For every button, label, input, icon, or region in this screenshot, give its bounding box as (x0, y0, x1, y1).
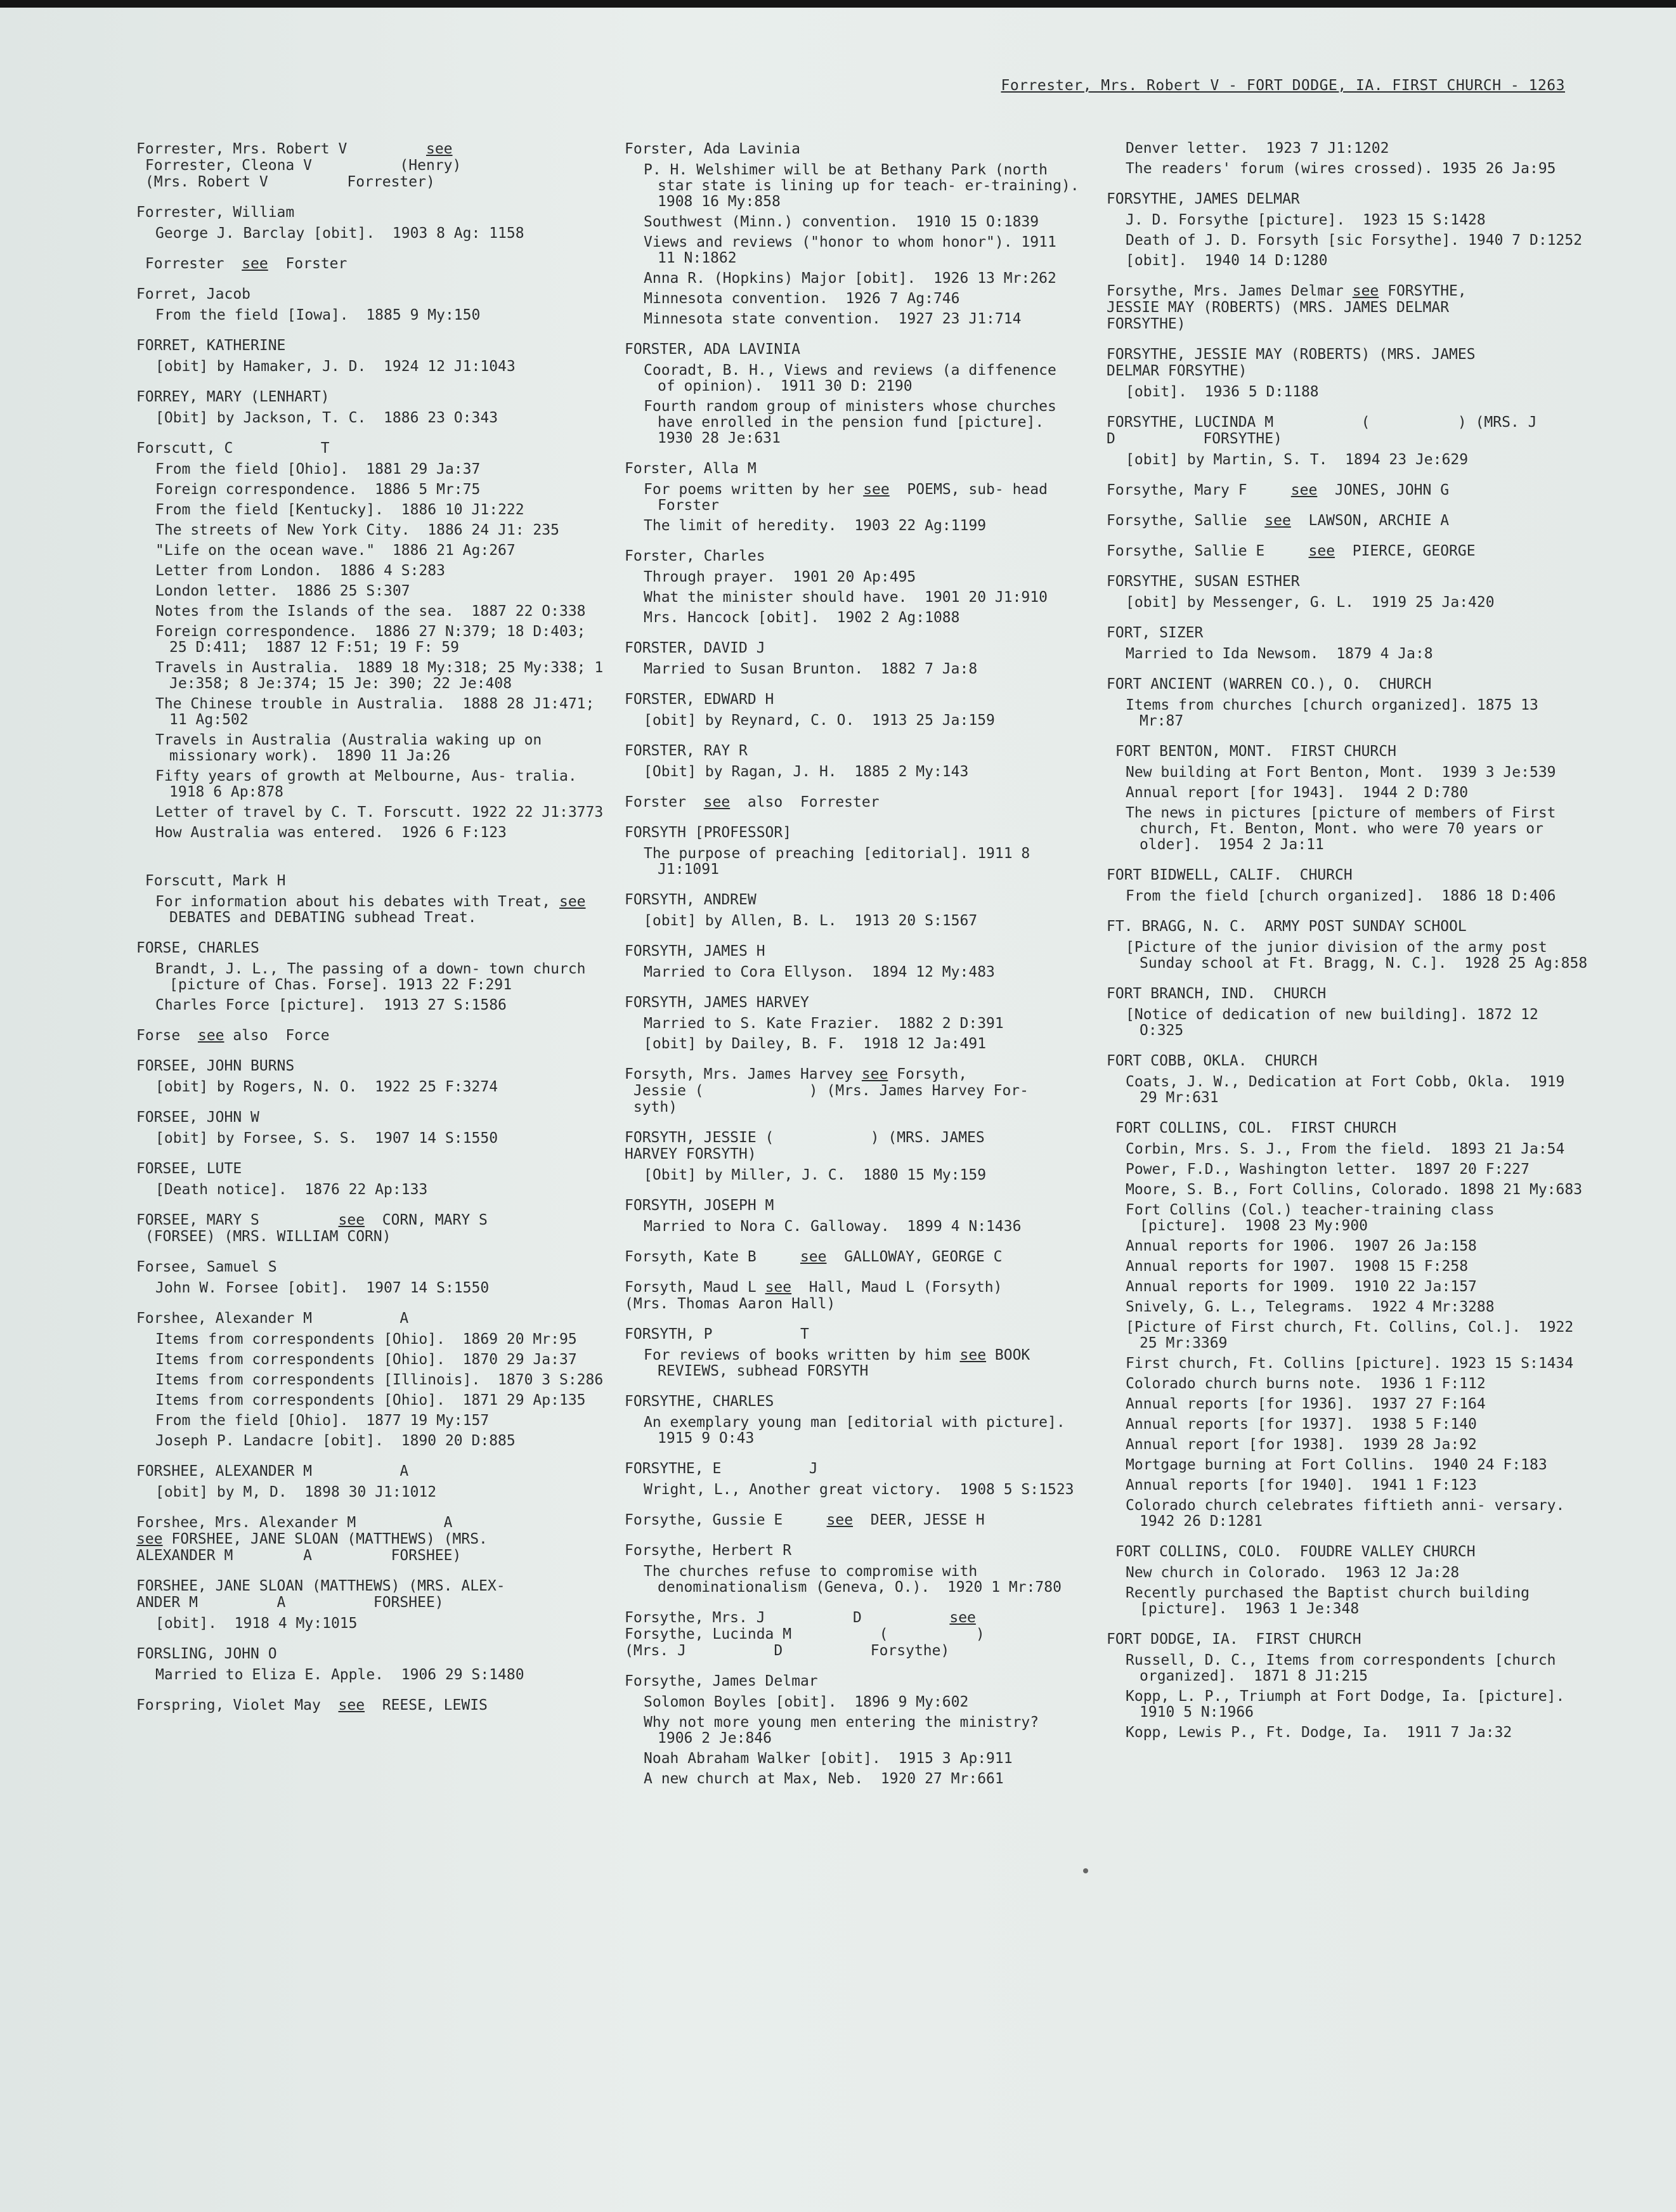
entry-citation: New building at Fort Benton, Mont. 1939 3 Je:539 (1126, 764, 1556, 781)
entry-citation: The limit of heredity. 1903 22 Ag:1199 (644, 517, 987, 534)
entry-heading: FORSYTHE, JESSIE MAY (ROBERTS) (MRS. JAMES DELMAR FORSYTHE) (1107, 346, 1476, 379)
index-entry (136, 940, 609, 1013)
index-entry (625, 1249, 1081, 1265)
index-entry (625, 341, 1081, 446)
entry-citation: Through prayer. 1901 20 Ap:495 (644, 569, 916, 585)
index-entry (1107, 573, 1588, 611)
entry-heading: FORT DODGE, IA. FIRST CHURCH (1107, 1631, 1361, 1648)
entry-citation: [Obit] by Ragan, J. H. 1885 2 My:143 (644, 764, 969, 780)
index-entry (1107, 191, 1588, 269)
entry-heading: FORT BIDWELL, CALIF. CHURCH (1107, 867, 1353, 883)
entry-citation: [Obit] by Miller, J. C. 1880 15 My:159 (644, 1167, 987, 1183)
index-entry (625, 892, 1081, 929)
entry-heading: Forsythe, Sallie E see PIERCE, GEORGE (1107, 543, 1476, 559)
entry-heading: FORT COBB, OKLA. CHURCH (1107, 1053, 1318, 1069)
index-entry (625, 1461, 1081, 1498)
index-entry (136, 1463, 609, 1500)
entry-heading: Forret, Jacob (136, 286, 251, 303)
entry-heading: Forster see also Forrester (625, 794, 880, 810)
see-reference: see (338, 1697, 365, 1714)
entry-citation: George J. Barclay [obit]. 1903 8 Ag: 1158 (155, 225, 524, 242)
entry-citation: From the field [Ohio]. 1881 29 Ja:37 (155, 461, 481, 478)
entry-citation: The Chinese trouble in Australia. 1888 28 J1:471; 11 Ag:502 (155, 696, 604, 728)
index-entry (136, 1109, 609, 1147)
index-entry (136, 1578, 609, 1632)
entry-citation: [obit] by Dailey, B. F. 1918 12 Ja:491 (644, 1036, 987, 1052)
entry-citation: [obit] by Reynard, C. O. 1913 25 Ja:159 (644, 712, 995, 729)
index-entry (1107, 1544, 1588, 1617)
entry-heading: FORSTER, EDWARD H (625, 691, 774, 708)
entry-citation: Solomon Boyles [obit]. 1896 9 My:602 (644, 1694, 969, 1710)
entry-heading: FORSYTH, P T (625, 1326, 809, 1343)
entry-citation: From the field [Ohio]. 1877 19 My:157 (155, 1412, 490, 1429)
index-entry (136, 204, 609, 242)
entry-heading: Forsythe, Gussie E see DEER, JESSE H (625, 1512, 985, 1528)
entry-citation: Why not more young men entering the ministry? 1906 2 Je:846 (644, 1714, 1056, 1747)
entry-heading: FORSEE, MARY S see CORN, MARY S (FORSEE) (MRS. WILLIAM CORN) (136, 1212, 488, 1245)
entry-citation: For reviews of books written by him see BOOK REVIEWS, subhead FORSYTH (644, 1347, 1039, 1379)
index-entry (1107, 1631, 1588, 1741)
index-entry (625, 1542, 1081, 1596)
entry-heading: FORT BENTON, MONT. FIRST CHURCH (1107, 743, 1396, 760)
entry-citation: [obit] by M, D. 1898 30 J1:1012 (155, 1484, 437, 1500)
index-entry (1107, 543, 1588, 559)
entry-citation: What the minister should have. 1901 20 J1:910 (644, 589, 1048, 606)
entry-citation: First church, Ft. Collins [picture]. 1923 15 S:1434 (1126, 1355, 1574, 1372)
running-head: Forrester, Mrs. Robert V - FORT DODGE, IA. FIRST CHURCH - 1263 (1001, 77, 1565, 94)
entry-citation: The news in pictures [picture of members of First church, Ft. Benton, Mont. who were 70 years or older]. 1954 2 Ja:11 (1126, 805, 1565, 853)
index-entry (625, 943, 1081, 980)
index-entry (1107, 625, 1588, 662)
index-entry (1107, 414, 1588, 468)
entry-citation: Travels in Australia. 1889 18 My:318; 25 My:338; 1 Je:358; 8 Je:374; 15 Je: 390; 22 Je:408 (155, 660, 613, 692)
entry-citation: Travels in Australia (Australia waking up on missionary work). 1890 11 Ja:26 (155, 732, 551, 764)
entry-citation: Colorado church celebrates fiftieth anni- versary. 1942 26 D:1281 (1126, 1497, 1583, 1530)
entry-citation: Annual reports for 1909. 1910 22 Ja:157 (1126, 1278, 1477, 1295)
entry-citation: [obit]. 1940 14 D:1280 (1126, 252, 1328, 269)
entry-heading: FT. BRAGG, N. C. ARMY POST SUNDAY SCHOOL (1107, 918, 1467, 935)
entry-citation: The readers' forum (wires crossed). 1935 26 Ja:95 (1126, 160, 1556, 177)
entry-heading: Forsythe, Mrs. James Delmar see FORSYTHE, JESSIE MAY (ROBERTS) (MRS. JAMES DELMAR FORSYTHE) (1107, 283, 1467, 332)
entry-citation: Denver letter. 1923 7 J1:1202 (1126, 140, 1389, 157)
entry-citation: Power, F.D., Washington letter. 1897 20 F:227 (1126, 1161, 1530, 1178)
index-entry (625, 1129, 1081, 1183)
entry-citation: Annual reports [for 1940]. 1941 1 F:123 (1126, 1477, 1477, 1493)
index-entry (625, 141, 1097, 327)
see-reference: see (949, 1610, 976, 1626)
entry-citation: Colorado church burns note. 1936 1 F:112 (1126, 1376, 1486, 1392)
entry-citation: Snively, G. L., Telegrams. 1922 4 Mr:3288 (1126, 1299, 1495, 1315)
index-entry (1107, 1120, 1588, 1530)
entry-citation: [obit]. 1918 4 My:1015 (155, 1615, 358, 1632)
entry-citation: Anna R. (Hopkins) Major [obit]. 1926 13 Mr:262 (644, 270, 1056, 287)
entry-citation: [obit] by Hamaker, J. D. 1924 12 J1:1043 (155, 358, 516, 375)
entry-citation: From the field [Kentucky]. 1886 10 J1:222 (155, 502, 524, 518)
entry-citation: Death of J. D. Forsyth [sic Forsythe]. 1940 7 D:1252 (1126, 232, 1583, 249)
index-entry (1107, 512, 1588, 529)
index-entry (625, 743, 1081, 780)
entry-citation: Married to Nora C. Galloway. 1899 4 N:1436 (644, 1218, 1022, 1235)
see-reference: see (826, 1512, 854, 1528)
entry-heading: FORSTER, DAVID J (625, 640, 765, 656)
index-entry (1107, 743, 1588, 853)
page-top-edge (0, 0, 1676, 8)
entry-citation: [Obit] by Jackson, T. C. 1886 23 O:343 (155, 410, 498, 426)
entry-heading: FORSYTH, JESSIE ( ) (MRS. JAMES HARVEY FORSYTH) (625, 1129, 985, 1162)
index-entry (136, 141, 609, 190)
entry-heading: Forscutt, C T (136, 440, 330, 457)
entry-citation: Views and reviews ("honor to whom honor"). 1911 11 N:1862 (644, 234, 1065, 266)
entry-citation: The streets of New York City. 1886 24 J1: 235 (155, 522, 559, 538)
entry-heading: FORT COLLINS, COL. FIRST CHURCH (1107, 1120, 1396, 1136)
entry-heading: FORSTER, ADA LAVINIA (625, 341, 800, 358)
entry-citation: [obit] by Rogers, N. O. 1922 25 F:3274 (155, 1079, 498, 1095)
entry-citation: Fifty years of growth at Melbourne, Aus- tralia. 1918 6 Ap:878 (155, 768, 595, 800)
entry-citation: Joseph P. Landacre [obit]. 1890 20 D:885 (155, 1433, 516, 1449)
index-entry (1107, 482, 1588, 498)
entry-citation: [Notice of dedication of new building]. 1872 12 O:325 (1126, 1006, 1547, 1039)
entry-heading: FORREY, MARY (LENHART) (136, 389, 330, 405)
index-entry (136, 389, 609, 426)
entry-citation: Items from correspondents [Illinois]. 1870 3 S:286 (155, 1372, 604, 1388)
index-entry (1107, 283, 1588, 332)
entry-citation: [obit] by Messenger, G. L. 1919 25 Ja:420 (1126, 594, 1495, 611)
see-reference: see (800, 1249, 827, 1265)
entry-heading: Forsythe, Mary F see JONES, JOHN G (1107, 482, 1450, 498)
entry-citation: Cooradt, B. H., Views and reviews (a diffenence of opinion). 1911 30 D: 2190 (644, 362, 1065, 394)
index-entry (136, 440, 613, 841)
entry-heading: Forshee, Mrs. Alexander M A see FORSHEE, JANE SLOAN (MATTHEWS) (MRS. ALEXANDER M A FORSHEE) (136, 1514, 488, 1564)
index-entry (625, 824, 1081, 878)
index-entry (625, 1197, 1081, 1235)
index-entry (625, 691, 1081, 729)
see-reference: see (425, 141, 453, 157)
entry-citation: Items from correspondents [Ohio]. 1870 29 Ja:37 (155, 1351, 577, 1368)
entry-citation: Moore, S. B., Fort Collins, Colorado. 1898 21 My:683 (1126, 1181, 1583, 1198)
index-entry (1107, 141, 1588, 177)
entry-heading: FORSYTHE, LUCINDA M ( ) (MRS. J D FORSYTHE) (1107, 414, 1537, 447)
entry-citation: [obit] by Allen, B. L. 1913 20 S:1567 (644, 913, 978, 929)
entry-heading: FORSE, CHARLES (136, 940, 259, 956)
entry-citation: Mrs. Hancock [obit]. 1902 2 Ag:1088 (644, 609, 960, 626)
index-entry (1107, 676, 1588, 729)
entry-heading: FORSYTH, JOSEPH M (625, 1197, 774, 1214)
entry-citation: Coats, J. W., Dedication at Fort Cobb, Okla. 1919 29 Mr:631 (1126, 1074, 1574, 1106)
entry-heading: FORSEE, JOHN BURNS (136, 1058, 295, 1074)
entry-heading: FORSYTH, JAMES HARVEY (625, 994, 809, 1011)
see-reference: see (1352, 283, 1379, 299)
entry-citation: [Death notice]. 1876 22 Ap:133 (155, 1181, 428, 1198)
see-reference: see (959, 1347, 987, 1363)
entry-citation: Corbin, Mrs. S. J., From the field. 1893 21 Ja:54 (1126, 1141, 1565, 1157)
stray-mark (1083, 1868, 1088, 1873)
index-entry (625, 1326, 1081, 1379)
entry-citation: [obit] by Martin, S. T. 1894 23 Je:629 (1126, 452, 1469, 468)
index-entry (625, 548, 1081, 626)
entry-citation: John W. Forsee [obit]. 1907 14 S:1550 (155, 1280, 490, 1296)
entry-citation: Brandt, J. L., The passing of a down- town church [picture of Chas. Forse]. 1913 22 F:291 (155, 961, 595, 993)
entry-citation: Wright, L., Another great victory. 1908 5 S:1523 (644, 1481, 1074, 1498)
see-reference: see (197, 1027, 224, 1044)
entry-citation: Annual reports for 1906. 1907 26 Ja:158 (1126, 1238, 1477, 1254)
entry-citation: Annual report [for 1938]. 1939 28 Ja:92 (1126, 1436, 1477, 1453)
entry-citation: Annual reports [for 1936]. 1937 27 F:164 (1126, 1396, 1486, 1412)
entry-citation: Recently purchased the Baptist church building [picture]. 1963 1 Je:348 (1126, 1585, 1538, 1617)
index-entry (625, 1610, 1081, 1659)
entry-heading: FORT ANCIENT (WARREN CO.), O. CHURCH (1107, 676, 1432, 693)
entry-heading: FORSYTH [PROFESSOR] (625, 824, 792, 841)
see-reference: see (136, 1531, 163, 1547)
entry-heading: FORSEE, LUTE (136, 1161, 242, 1177)
entry-citation: Married to Cora Ellyson. 1894 12 My:483 (644, 964, 995, 980)
entry-citation: Minnesota state convention. 1927 23 J1:714 (644, 311, 1022, 327)
entry-citation: Annual reports for 1907. 1908 15 F:258 (1126, 1258, 1469, 1275)
index-entry (136, 1514, 609, 1564)
index-column-1 (136, 141, 613, 1727)
index-entry (136, 1310, 609, 1449)
entry-heading: Forsyth, Maud L see Hall, Maud L (Forsyth) (Mrs. Thomas Aaron Hall) (625, 1279, 1003, 1312)
index-entry (625, 640, 1081, 677)
entry-citation: [Picture of the junior division of the army post Sunday school at Ft. Bragg, N. C.]. 1928 25 Ag:858 (1126, 939, 1588, 972)
entry-heading: FORSYTHE, E J (625, 1461, 818, 1477)
entry-citation: Russell, D. C., Items from correspondents [church organized]. 1871 8 J1:215 (1126, 1652, 1565, 1684)
entry-citation: [obit] by Forsee, S. S. 1907 14 S:1550 (155, 1130, 498, 1147)
entry-citation: London letter. 1886 25 S:307 (155, 583, 410, 599)
entry-citation: Foreign correspondence. 1886 27 N:379; 18 D:403; 25 D:411; 1887 12 F:51; 19 F: 59 (155, 623, 595, 656)
entry-heading: Forrester, Mrs. Robert V see Forrester, Cleona V (Henry) (Mrs. Robert V Forrester) (136, 141, 462, 190)
entry-citation: The churches refuse to compromise with denominationalism (Geneva, O.). 1920 1 Mr:780 (644, 1563, 1062, 1596)
entry-heading: FORT BRANCH, IND. CHURCH (1107, 986, 1327, 1002)
index-entry (136, 1212, 609, 1245)
entry-heading: Forsyth, Mrs. James Harvey see Forsyth, Jessie ( ) (Mrs. James Harvey For- syth) (625, 1066, 1029, 1116)
entry-heading: FORSYTHE, JAMES DELMAR (1107, 191, 1300, 207)
see-reference: see (1290, 482, 1318, 498)
index-entry (625, 1066, 1081, 1116)
index-entry (1107, 918, 1588, 972)
entry-heading: Forscutt, Mark H (136, 873, 286, 889)
index-entry (1107, 1053, 1588, 1106)
index-entry (1107, 867, 1588, 904)
entry-heading: FORT, SIZER (1107, 625, 1204, 641)
entry-heading: Forsythe, Sallie see LAWSON, ARCHIE A (1107, 512, 1450, 529)
entry-citation: From the field [church organized]. 1886 18 D:406 (1126, 888, 1556, 904)
entry-heading: Forster, Ada Lavinia (625, 141, 800, 157)
entry-heading: Forsyth, Kate B see GALLOWAY, GEORGE C (625, 1249, 1003, 1265)
entry-heading: Forsythe, Herbert R (625, 1542, 792, 1559)
entry-citation: Noah Abraham Walker [obit]. 1915 3 Ap:911 (644, 1750, 1013, 1767)
index-entry (136, 1027, 609, 1044)
entry-heading: FORT COLLINS, COLO. FOUDRE VALLEY CHURCH (1107, 1544, 1476, 1560)
entry-citation: P. H. Welshimer will be at Bethany Park (north star state is lining up for teach- er-training). 1908 16 My:858 (644, 162, 1097, 210)
see-reference: see (1264, 512, 1291, 529)
index-entry (625, 1673, 1081, 1787)
entry-heading: Forspring, Violet May see REESE, LEWIS (136, 1697, 488, 1714)
entry-citation: Foreign correspondence. 1886 5 Mr:75 (155, 481, 481, 498)
entry-heading: FORSEE, JOHN W (136, 1109, 259, 1126)
entry-citation: Mortgage burning at Fort Collins. 1940 24 F:183 (1126, 1457, 1547, 1473)
entry-heading: Forsee, Samuel S (136, 1259, 277, 1275)
entry-heading: FORSYTHE, CHARLES (625, 1393, 774, 1410)
index-entry (136, 1646, 609, 1683)
index-entry (136, 1058, 609, 1095)
index-entry (625, 994, 1081, 1052)
see-reference: see (703, 794, 731, 810)
entry-citation: Items from churches [church organized]. 1875 13 Mr:87 (1126, 697, 1547, 729)
entry-citation: The purpose of preaching [editorial]. 1911 8 J1:1091 (644, 845, 1039, 878)
see-reference: see (559, 894, 586, 910)
entry-heading: Forse see also Force (136, 1027, 330, 1044)
index-entry (136, 286, 609, 323)
entry-heading: FORSYTH, JAMES H (625, 943, 765, 960)
index-entry (625, 1512, 1081, 1528)
index-entry (136, 1697, 609, 1714)
entry-heading: FORSHEE, JANE SLOAN (MATTHEWS) (MRS. ALEX- ANDER M A FORSHEE) (136, 1578, 505, 1611)
entry-heading: Forsythe, James Delmar (625, 1673, 818, 1689)
entry-citation: A new church at Max, Neb. 1920 27 Mr:661 (644, 1771, 1004, 1787)
index-entry (625, 794, 1081, 810)
index-entry (625, 1279, 1081, 1312)
entry-citation: Minnesota convention. 1926 7 Ag:746 (644, 290, 960, 307)
entry-citation: Annual reports [for 1937]. 1938 5 F:140 (1126, 1416, 1477, 1433)
index-entry (625, 1393, 1081, 1447)
entry-heading: Forshee, Alexander M A (136, 1310, 409, 1327)
entry-citation: Married to S. Kate Frazier. 1882 2 D:391 (644, 1015, 1004, 1032)
entry-citation: Items from correspondents [Ohio]. 1871 29 Ap:135 (155, 1392, 586, 1409)
entry-citation: Kopp, L. P., Triumph at Fort Dodge, Ia. [picture]. 1910 5 N:1966 (1126, 1688, 1583, 1721)
entry-citation: "Life on the ocean wave." 1886 21 Ag:267 (155, 542, 516, 559)
entry-citation: J. D. Forsythe [picture]. 1923 15 S:1428 (1126, 212, 1486, 228)
entry-heading: FORSHEE, ALEXANDER M A (136, 1463, 409, 1480)
entry-citation: How Australia was entered. 1926 6 F:123 (155, 824, 507, 841)
entry-citation: Letter of travel by C. T. Forscutt. 1922 22 J1:3773 (155, 804, 604, 821)
entry-heading: Forrester, William (136, 204, 295, 221)
entry-heading: FORSTER, RAY R (625, 743, 748, 759)
entry-heading: FORRET, KATHERINE (136, 337, 286, 354)
entry-citation: Letter from London. 1886 4 S:283 (155, 563, 445, 579)
entry-citation: Notes from the Islands of the sea. 1887 22 O:338 (155, 603, 586, 620)
index-entry (136, 256, 609, 272)
see-reference: see (1308, 543, 1335, 559)
index-entry (136, 873, 609, 926)
see-reference: see (242, 256, 268, 272)
entry-citation: Fort Collins (Col.) teacher-training class [picture]. 1908 23 My:900 (1126, 1202, 1504, 1234)
entry-citation: Fourth random group of ministers whose churches have enrolled in the pension fund [picture]. 1930 28 Je:631 (644, 398, 1065, 446)
entry-citation: An exemplary young man [editorial with picture]. 1915 9 O:43 (644, 1414, 1083, 1447)
entry-citation: For information about his debates with Treat, see DEBATES and DEBATING subhead Treat. (155, 894, 595, 926)
entry-heading: Forster, Alla M (625, 460, 757, 477)
entry-citation: [obit]. 1936 5 D:1188 (1126, 384, 1319, 400)
entry-heading: Forrester see Forster (136, 256, 348, 272)
entry-citation: From the field [Iowa]. 1885 9 My:150 (155, 307, 481, 323)
index-entry (1107, 986, 1588, 1039)
see-reference: see (765, 1279, 792, 1296)
entry-citation: Items from correspondents [Ohio]. 1869 20 Mr:95 (155, 1331, 577, 1348)
entry-heading: FORSYTH, ANDREW (625, 892, 757, 908)
index-column-2 (625, 141, 1097, 1801)
entry-citation: New church in Colorado. 1963 12 Ja:28 (1126, 1565, 1460, 1581)
see-reference: see (861, 1066, 888, 1083)
index-entry (136, 1161, 609, 1198)
entry-citation: Kopp, Lewis P., Ft. Dodge, Ia. 1911 7 Ja:32 (1126, 1724, 1512, 1741)
entry-citation: Southwest (Minn.) convention. 1910 15 O:1839 (644, 214, 1039, 230)
index-entry (1107, 346, 1588, 400)
entry-citation: Annual report [for 1943]. 1944 2 D:780 (1126, 784, 1469, 801)
entry-citation: Married to Ida Newsom. 1879 4 Ja:8 (1126, 646, 1433, 662)
see-reference: see (338, 1212, 365, 1228)
entry-heading: FORSYTHE, SUSAN ESTHER (1107, 573, 1300, 590)
entry-heading: FORSLING, JOHN O (136, 1646, 277, 1662)
index-entry (625, 460, 1081, 534)
entry-citation: [Picture of First church, Ft. Collins, Col.]. 1922 25 Mr:3369 (1126, 1319, 1583, 1351)
entry-heading: Forsythe, Mrs. J D see Forsythe, Lucinda M ( ) (Mrs. J D Forsythe) (625, 1610, 985, 1659)
see-reference: see (863, 481, 890, 498)
entry-heading: Forster, Charles (625, 548, 765, 564)
index-column-3 (1107, 141, 1588, 1755)
index-entry (136, 1259, 609, 1296)
index-entry (136, 337, 609, 375)
entry-citation: Married to Eliza E. Apple. 1906 29 S:1480 (155, 1667, 524, 1683)
entry-citation: Married to Susan Brunton. 1882 7 Ja:8 (644, 661, 978, 677)
entry-citation: For poems written by her see POEMS, sub- head Forster (644, 481, 1056, 514)
entry-citation: Charles Force [picture]. 1913 27 S:1586 (155, 997, 507, 1013)
